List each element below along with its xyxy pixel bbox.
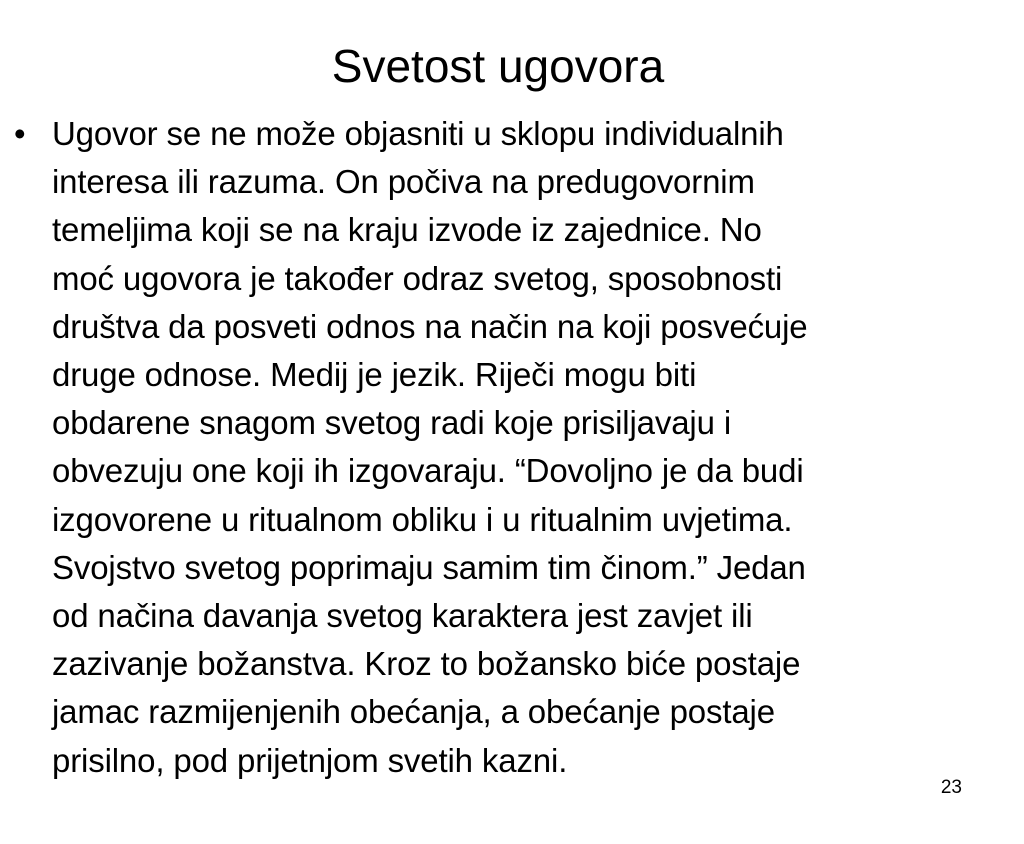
page-number: 23	[940, 777, 962, 798]
body-line: izgovorene u ritualnom obliku i u ritualnim uvjetima.	[52, 500, 793, 538]
body-line: jamac razmijenjenih obećanja, a obećanje postaje	[52, 693, 775, 731]
body-line: prisilno, pod prijetnjom svetih kazni.	[52, 741, 568, 779]
body-line: Svojstvo svetog poprimaju samim tim činom.” Jedan	[52, 548, 806, 586]
body-line: druge odnose. Medij je jezik. Riječi mogu biti	[52, 356, 697, 394]
bullet-item	[14, 110, 1004, 785]
slide-title: Svetost ugovora	[331, 40, 665, 92]
bullet-dot-icon: •	[14, 115, 26, 152]
body-line: obvezuju one koji ih izgovaraju. “Dovoljno je da budi	[52, 452, 804, 490]
body-line: obdarene snagom svetog radi koje prisiljavaju i	[52, 404, 732, 442]
body-line: moć ugovora je također odraz svetog, sposobnosti	[52, 259, 783, 297]
body-line: od načina davanja svetog karaktera jest zavjet ili	[52, 597, 753, 635]
bullet-text	[52, 110, 1004, 785]
body-line: temeljima koji se na kraju izvode iz zajednice. No	[52, 211, 762, 249]
body-line: društva da posveti odnos na način na koji posvećuje	[52, 307, 808, 345]
body-line: zazivanje božanstva. Kroz to božansko biće postaje	[52, 645, 801, 683]
bullet-list	[14, 110, 1004, 785]
body-line: Ugovor se ne može objasniti u sklopu individualnih	[52, 115, 784, 152]
body-line: interesa ili razuma. On počiva na predugovornim	[52, 163, 755, 201]
